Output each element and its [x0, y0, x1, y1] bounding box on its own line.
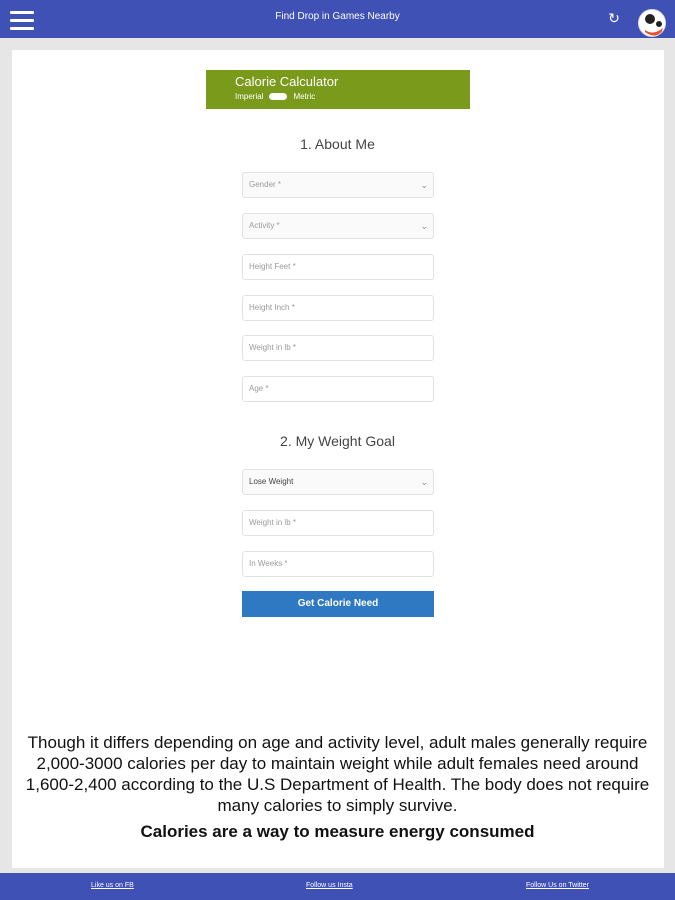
soccer-ball-icon — [639, 10, 666, 37]
chevron-down-icon: ⌄ — [420, 180, 428, 190]
goal-weight-input[interactable] — [242, 510, 434, 536]
height-feet-input[interactable] — [242, 254, 434, 280]
height-inch-input[interactable] — [242, 295, 434, 321]
get-calorie-need-button[interactable]: Get Calorie Need — [242, 591, 434, 617]
unit-metric-label: Metric — [293, 92, 316, 101]
chevron-down-icon: ⌄ — [420, 221, 428, 231]
gender-select[interactable] — [242, 172, 434, 198]
weight-input[interactable] — [242, 335, 434, 361]
goal-select[interactable] — [242, 469, 434, 495]
weeks-input[interactable] — [242, 551, 434, 577]
about-me-title: 1. About Me — [300, 136, 375, 152]
calculator-title: Calorie Calculator — [235, 74, 339, 89]
weeks-placeholder: In Weeks * — [249, 559, 288, 568]
activity-select[interactable] — [242, 213, 434, 239]
chevron-down-icon: ⌄ — [420, 477, 428, 487]
footer-link-twitter[interactable]: Follow Us on Twitter — [526, 882, 589, 889]
weight-goal-title: 2. My Weight Goal — [280, 433, 395, 449]
gender-placeholder: Gender * — [249, 180, 282, 189]
height-inch-placeholder: Height Inch * — [249, 303, 295, 312]
weight-placeholder: Weight in lb * — [249, 343, 296, 352]
goal-value: Lose Weight — [249, 477, 294, 486]
app-bar — [0, 0, 675, 38]
height-feet-placeholder: Height Feet * — [249, 262, 296, 271]
footer-link-fb[interactable]: Like us on FB — [91, 882, 134, 889]
unit-toggle-row — [235, 92, 315, 101]
refresh-icon[interactable]: ↻ — [608, 10, 620, 26]
app-title: Find Drop in Games Nearby — [275, 11, 400, 22]
activity-placeholder: Activity * — [249, 221, 280, 230]
calorie-info-text: Though it differs depending on age and activity level, adult males generally require 2,000-3000 calories per day to maintain weight while adult females need around 1,600-2,400 according to the U.S Department of Health. The body does not require many calories to simply survive. — [25, 733, 650, 815]
age-input[interactable] — [242, 376, 434, 402]
unit-imperial-label: Imperial — [235, 92, 264, 101]
avatar[interactable] — [638, 9, 666, 37]
calculator-header — [206, 70, 470, 109]
age-placeholder: Age * — [249, 384, 269, 393]
unit-toggle-switch[interactable] — [269, 93, 287, 100]
footer-link-insta[interactable]: Follow us Insta — [306, 882, 353, 889]
goal-weight-placeholder: Weight in lb * — [249, 518, 296, 527]
footer-bar — [0, 873, 675, 900]
calorie-tagline: Calories are a way to measure energy consumed — [140, 822, 535, 841]
